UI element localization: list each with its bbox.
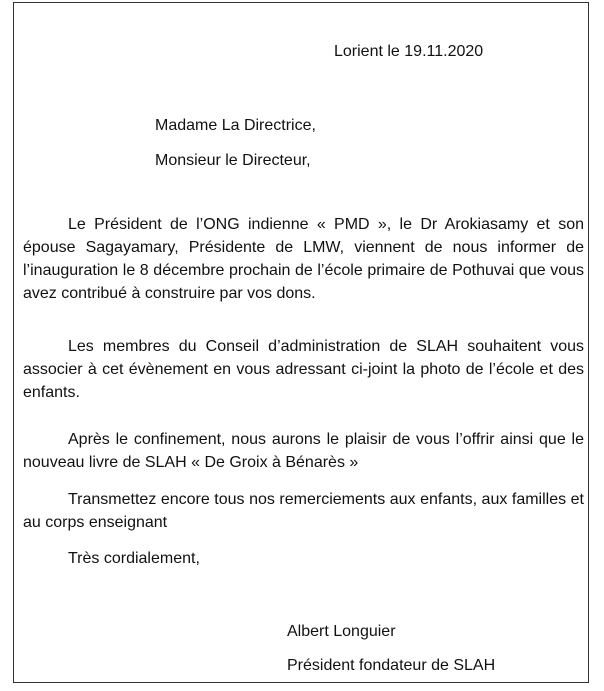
- paragraph-inauguration: Le Président de l’ONG indienne « PMD », le Dr Arokiasamy et son épouse Sagayamary, Présidente de LMW, viennent de nous informer de l’inauguration le 8 décembre prochain de l’école primaire de Pothuvai que vous avez contribué à construire par vos dons.: [23, 216, 584, 302]
- paragraph-remerciements: Transmettez encore tous nos remerciements aux enfants, aux familles et au corps enseignant: [23, 491, 584, 531]
- closing-line: Très cordialement,: [68, 550, 200, 567]
- salutation-directrice: Madame La Directrice,: [155, 117, 316, 134]
- paragraph-confinement: Après le confinement, nous aurons le plaisir de vous l’offrir ainsi que le nouveau livre de SLAH « De Groix à Bénarès »: [23, 431, 584, 471]
- date-line: Lorient le 19.11.2020: [334, 43, 484, 60]
- signature-name: Albert Longuier: [287, 623, 396, 640]
- signature-title: Président fondateur de SLAH: [287, 657, 496, 674]
- paragraph-conseil: Les membres du Conseil d’administration de SLAH souhaitent vous associer à cet évènement en vous adressant ci-joint la photo de l’école et des enfants.: [23, 338, 584, 401]
- salutation-directeur: Monsieur le Directeur,: [155, 152, 311, 169]
